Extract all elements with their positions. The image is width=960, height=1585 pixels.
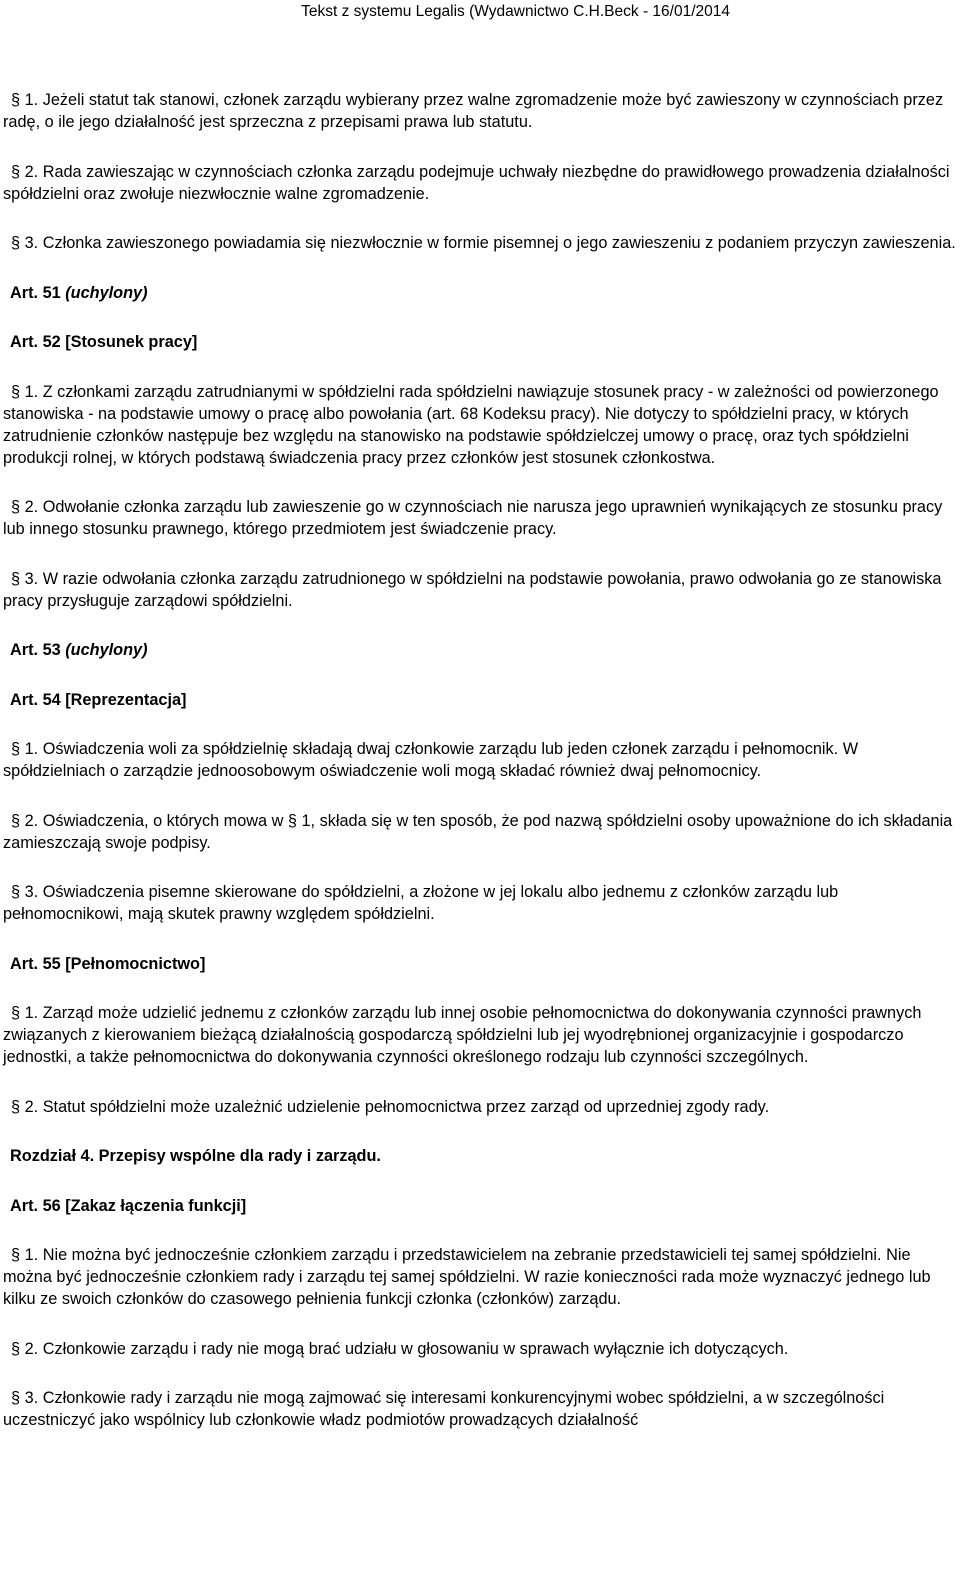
paragraph: [3, 1096, 958, 1118]
section-sign: §: [11, 740, 21, 758]
paragraph: [3, 738, 958, 782]
section-sign: §: [11, 1389, 21, 1407]
paragraph: [3, 810, 958, 854]
paragraph: [3, 161, 958, 205]
heading-text: Art. 53: [10, 641, 66, 659]
heading-text: Art. 54 [Reprezentacja]: [10, 690, 187, 709]
paragraph: [3, 1244, 958, 1310]
section-sign: §: [11, 811, 21, 830]
section-sign: §: [11, 234, 21, 252]
section-sign: §: [11, 91, 21, 109]
paragraph: [3, 1387, 958, 1431]
section-sign: §: [11, 883, 21, 901]
heading-text: Art. 56 [Zakaz łączenia funkcji]: [10, 1196, 247, 1215]
paragraph: [3, 381, 958, 469]
section-sign: §: [11, 1246, 21, 1264]
section-sign: §: [11, 569, 21, 588]
paragraph: [3, 568, 958, 612]
paragraph-text: 1. Oświadczenia woli za spółdzielnię składają dwaj członkowie zarządu lub jeden członek zarządu i pełnomocnik. W spółdzielniach o zarządzie jednoosobowym oświadczenie woli mogą składać również dwaj pełnomocnicy.: [3, 740, 859, 780]
paragraph-text: 1. Nie można być jednocześnie członkiem zarządu i przedstawicielem na zebranie przedstawicieli tej samej spółdzielni. Nie można być jednocześnie członkiem rady i zarządu tej samej spółdzielni. W razie konieczności rada może wyznaczyć jednego lub kilku ze swoich członków do czasowego pełnienia funkcji członka (członków) zarządu.: [3, 1246, 931, 1308]
paragraph: [3, 1002, 958, 1068]
article-heading: [3, 331, 958, 353]
paragraph: [3, 881, 958, 925]
section-sign: §: [11, 382, 21, 401]
paragraph-text: 3. Członkowie rady i zarządu nie mogą zajmować się interesami konkurencyjnymi wobec spółdzielni, a w szczególności uczestniczyć jako wspólnicy lub członkowie władz podmiotów prowadzących działalność: [3, 1389, 885, 1429]
paragraph-text: 2. Statut spółdzielni może uzależnić udzielenie pełnomocnictwa przez zarząd od uprzedniej zgody rady.: [20, 1097, 770, 1116]
heading-note: (uchylony): [65, 283, 148, 302]
paragraph: [3, 496, 958, 540]
paragraph-text: 1. Jeżeli statut tak stanowi, członek zarządu wybierany przez walne zgromadzenie może być zawieszony w czynnościach przez radę, o ile jego działalność jest sprzeczna z przepisami prawa lub statutu.: [3, 91, 944, 131]
paragraph-text: 3. Oświadczenia pisemne skierowane do spółdzielni, a złożone w jej lokalu albo jednemu z członków zarządu lub pełnomocnikowi, mają skutek prawny względem spółdzielni.: [3, 883, 839, 923]
paragraph-text: 3. Członka zawieszonego powiadamia się niezwłocznie w formie pisemnej o jego zawieszeniu z podaniem przyczyn zawieszenia.: [20, 234, 956, 252]
paragraph-text: 3. W razie odwołania członka zarządu zatrudnionego w spółdzielni na podstawie powołania, prawo odwołania go ze stanowiska pracy przysługuje zarządowi spółdzielni.: [3, 569, 942, 610]
article-heading: [3, 689, 958, 711]
article-heading: [3, 953, 958, 975]
paragraph-text: 2. Odwołanie członka zarządu lub zawieszenie go w czynnościach nie narusza jego uprawnień wynikających ze stosunku pracy lub innego stosunku prawnego, którego przedmiotem jest świadczenie pracy.: [3, 498, 943, 538]
section-sign: §: [11, 498, 21, 516]
article-heading: [3, 282, 958, 304]
document-body: [3, 89, 958, 1459]
section-sign: §: [11, 1339, 21, 1358]
article-heading: [3, 639, 958, 661]
paragraph-text: 1. Z członkami zarządu zatrudnianymi w spółdzielni rada spółdzielni nawiązuje stosunek pracy - w zależności od powierzonego stanowiska - na podstawie umowy o pracę albo powołania (art. 68 Kodeksu pracy). Nie dotyczy to spółdzielni pracy, w których zatrudnienie członków następuje bez względu na stanowisko na podstawie spółdzielczej umowy o pracę, oraz tych spółdzielni produkcji rolnej, w których podstawą świadczenia pracy przez członków jest stosunek członkostwa.: [3, 382, 939, 467]
heading-note: (uchylony): [65, 641, 148, 659]
heading-text: Art. 55 [Pełnomocnictwo]: [10, 954, 206, 973]
heading-text: Art. 51: [10, 283, 66, 302]
article-heading: [3, 1145, 958, 1167]
heading-text: Rozdział 4. Przepisy wspólne dla rady i zarządu.: [10, 1147, 381, 1165]
article-heading: [3, 1195, 958, 1217]
section-sign: §: [11, 162, 21, 181]
page-header: Tekst z systemu Legalis (Wydawnictwo C.H.Beck - 16/01/2014: [301, 3, 730, 20]
paragraph-text: 2. Oświadczenia, o których mowa w § 1, składa się w ten sposób, że pod nazwą spółdzielni osoby upoważnione do ich składania zamieszczają swoje podpisy.: [3, 811, 953, 852]
paragraph-text: 1. Zarząd może udzielić jednemu z członków zarządu lub innej osobie pełnomocnictwa do dokonywania czynności prawnych związanych z kierowaniem bieżącą działalnością gospodarczą spółdzielni lub jej wyodrębnionej organizacyjnie i gospodarczo jednostki, a także pełnomocnictwa do dokonywania czynności określonego rodzaju lub czynności szczególnych.: [3, 1004, 922, 1066]
paragraph: [3, 89, 958, 133]
section-sign: §: [11, 1097, 21, 1116]
heading-text: Art. 52 [Stosunek pracy]: [10, 333, 198, 351]
paragraph: [3, 1338, 958, 1360]
paragraph: [3, 232, 958, 254]
section-sign: §: [11, 1004, 21, 1022]
paragraph-text: 2. Rada zawieszając w czynnościach członka zarządu podejmuje uchwały niezbędne do prawidłowego prowadzenia działalności spółdzielni oraz zwołuje niezwłocznie walne zgromadzenie.: [3, 162, 950, 203]
paragraph-text: 2. Członkowie zarządu i rady nie mogą brać udziału w głosowaniu w sprawach wyłącznie ich dotyczących.: [20, 1339, 789, 1358]
